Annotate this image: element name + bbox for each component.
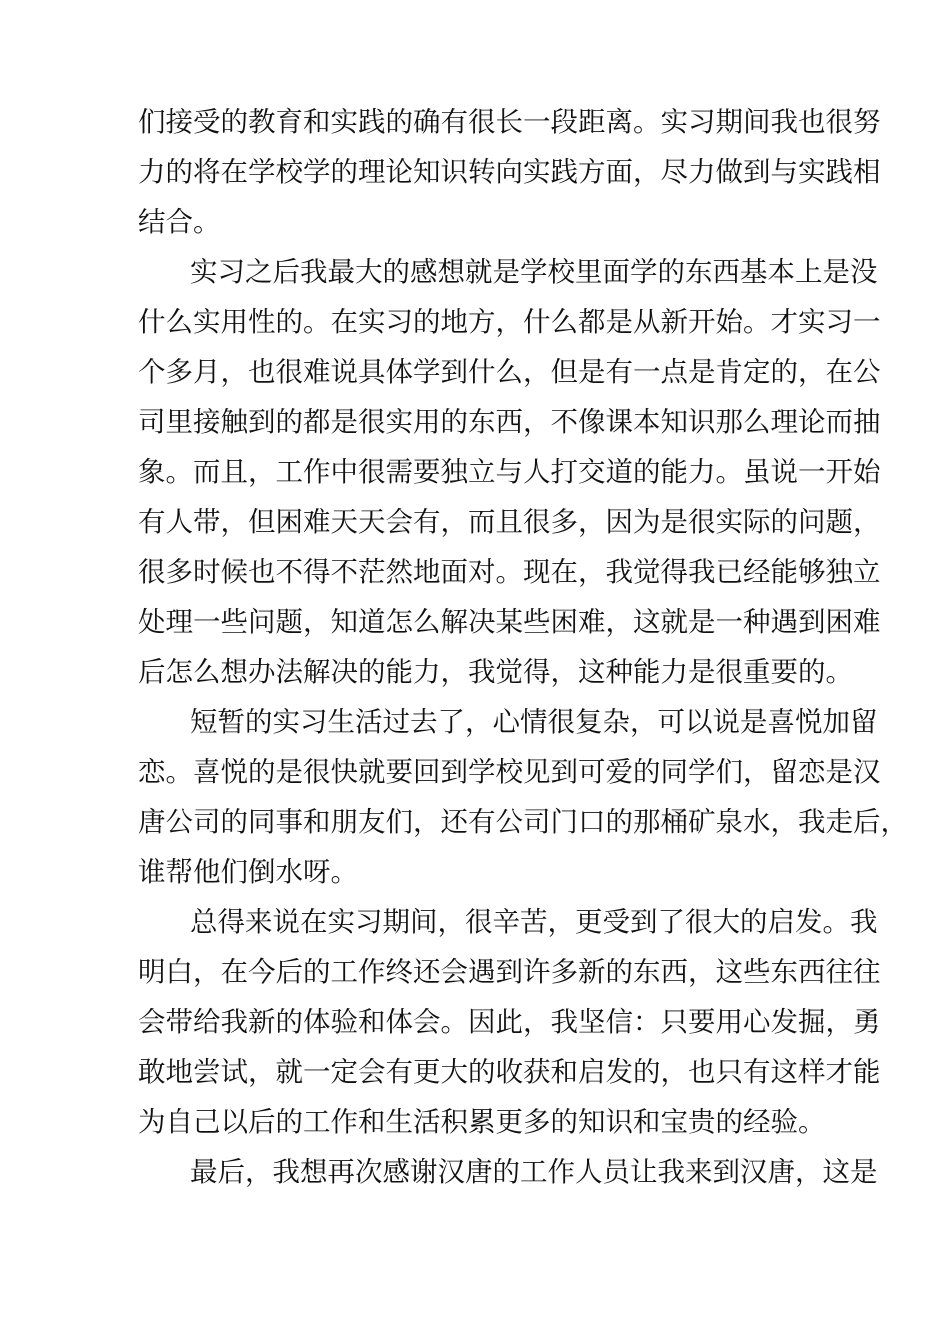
text-line: 结合。 (138, 206, 221, 238)
paragraph-start-line: 总得来说在实习期间，很辛苦，更受到了很大的启发。我 (190, 906, 878, 938)
paragraph-start-line: 短暂的实习生活过去了，心情很复杂，可以说是喜悦加留 (190, 706, 878, 738)
text-line: 司里接触到的都是很实用的东西，不像课本知识那么理论而抽 (138, 406, 881, 438)
text-line: 明白，在今后的工作终还会遇到许多新的东西，这些东西往往 (138, 956, 881, 988)
text-line: 唐公司的同事和朋友们，还有公司门口的那桶矿泉水，我走后， (138, 806, 908, 838)
text-line: 会带给我新的体验和体会。因此，我坚信：只要用心发掘，勇 (138, 1006, 881, 1038)
text-line: 个多月，也很难说具体学到什么，但是有一点是肯定的，在公 (138, 356, 881, 388)
text-line: 敢地尝试，就一定会有更大的收获和启发的，也只有这样才能 (138, 1056, 881, 1088)
text-line: 很多时候也不得不茫然地面对。现在，我觉得我已经能够独立 (138, 556, 881, 588)
text-line: 力的将在学校学的理论知识转向实践方面，尽力做到与实践相 (138, 156, 881, 188)
text-line: 为自己以后的工作和生活积累更多的知识和宝贵的经验。 (138, 1106, 826, 1138)
text-line: 后怎么想办法解决的能力，我觉得，这种能力是很重要的。 (138, 656, 853, 688)
text-line: 们接受的教育和实践的确有很长一段距离。实习期间我也很努 (138, 106, 881, 138)
paragraph-start-line: 最后，我想再次感谢汉唐的工作人员让我来到汉唐，这是 (190, 1156, 878, 1188)
text-line: 恋。喜悦的是很快就要回到学校见到可爱的同学们，留恋是汉 (138, 756, 881, 788)
text-line: 有人带，但困难天天会有，而且很多，因为是很实际的问题， (138, 506, 881, 538)
text-line: 谁帮他们倒水呀。 (138, 856, 358, 888)
text-line: 象。而且，工作中很需要独立与人打交道的能力。虽说一开始 (138, 456, 881, 488)
text-line: 什么实用性的。在实习的地方，什么都是从新开始。才实习一 (138, 306, 881, 338)
paragraph-start-line: 实习之后我最大的感想就是学校里面学的东西基本上是没 (190, 256, 878, 288)
text-line: 处理一些问题，知道怎么解决某些困难，这就是一种遇到困难 (138, 606, 881, 638)
